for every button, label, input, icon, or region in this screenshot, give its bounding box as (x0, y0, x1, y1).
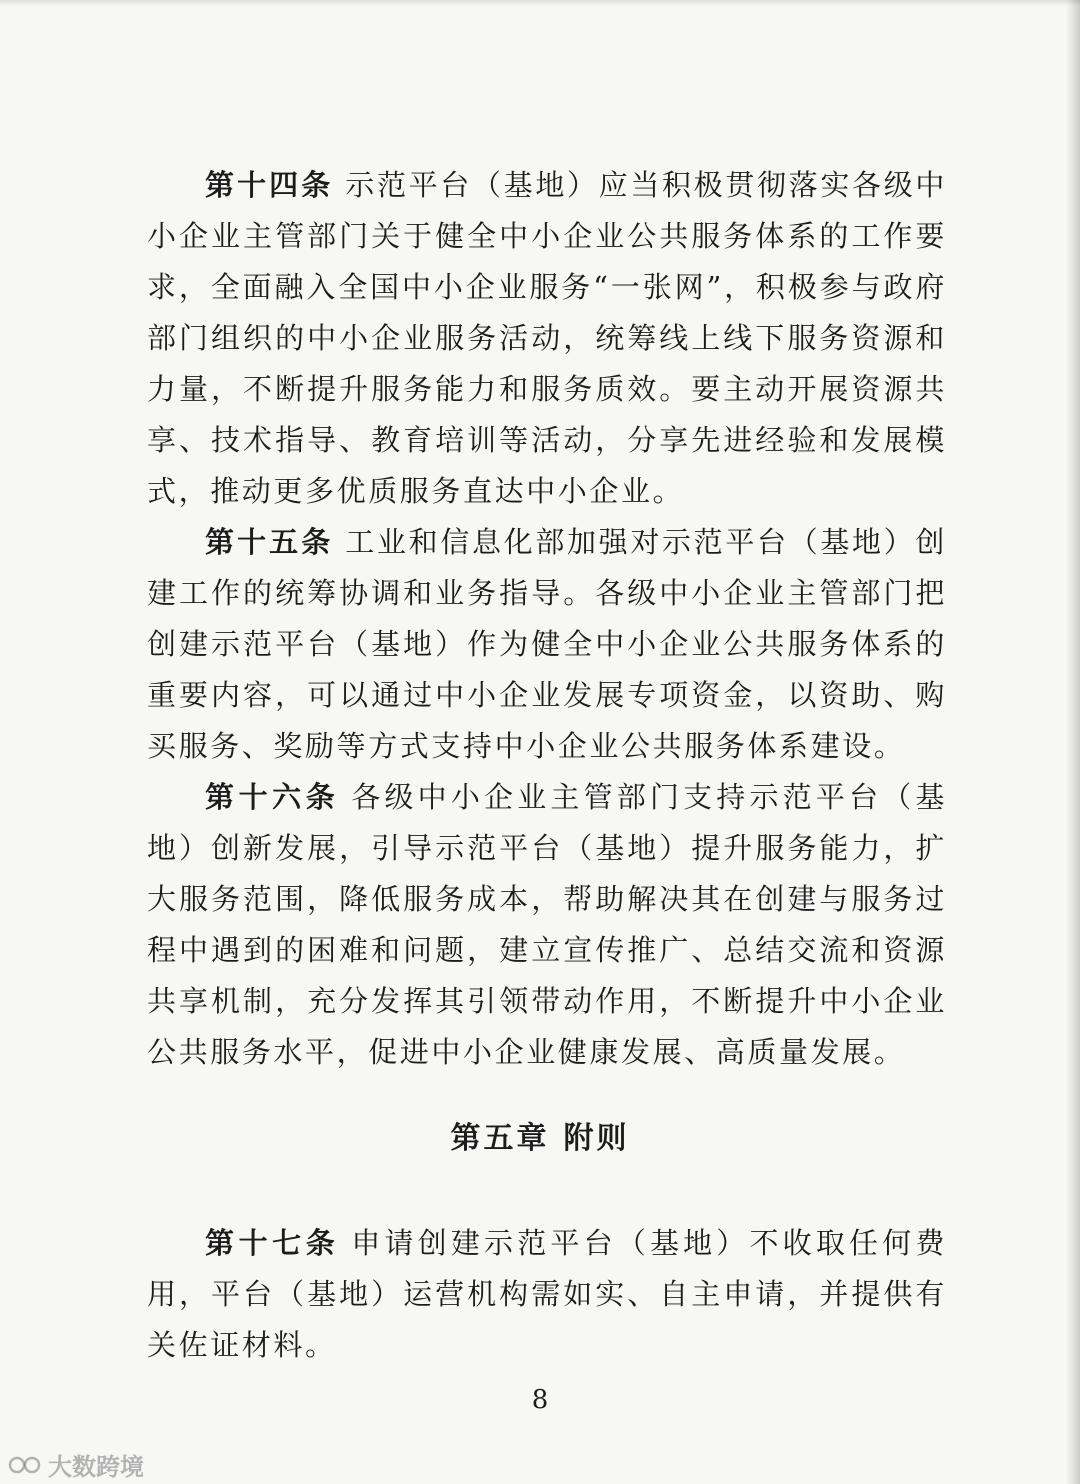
article-label: 第十五条 (205, 525, 334, 559)
page-top-shadow (0, 0, 1080, 6)
article-16 (147, 772, 947, 1078)
article-text: 示范平台（基地）应当积极贯彻落实各级中小企业主管部门关于健全中小企业公共服务体系的工作要求，全面融入全国中小企业服务“一张网”，积极参与政府部门组织的中小企业服务活动，统筹线上线下服务资源和力量，不断提升服务能力和服务质效。要主动开展资源共享、技术指导、教育培训等活动，分享先进经验和发展模式，推动更多优质服务直达中小企业。 (147, 168, 947, 508)
chapter-number: 第五章 (450, 1121, 550, 1156)
article-text: 申请创建示范平台（基地）不收取任何费用，平台（基地）运营机构需如实、自主申请，并提供有关佐证材料。 (147, 1226, 947, 1362)
article-label: 第十七条 (205, 1226, 340, 1260)
article-14 (147, 160, 947, 517)
articles-section (147, 160, 947, 1078)
article-15 (147, 517, 947, 772)
article-text: 工业和信息化部加强对示范平台（基地）创建工作的统筹协调和业务指导。各级中小企业主管部门把创建示范平台（基地）作为健全中小企业公共服务体系的重要内容，可以通过中小企业发展专项资金，以资助、购买服务、奖励等方式支持中小企业公共服务体系建设。 (147, 525, 947, 763)
article-label: 第十六条 (205, 780, 340, 814)
page-edge-shadow (1066, 0, 1080, 1484)
chapter-title: 附则 (563, 1121, 630, 1156)
kol-logo-icon (8, 1451, 42, 1479)
article-label: 第十四条 (205, 168, 334, 202)
chapter-heading (0, 1113, 1080, 1157)
article-17 (147, 1218, 947, 1371)
page-number: 8 (531, 1385, 549, 1415)
article-17-section (147, 1218, 947, 1371)
watermark (8, 1447, 144, 1482)
article-text: 各级中小企业主管部门支持示范平台（基地）创新发展，引导示范平台（基地）提升服务能力，扩大服务范围，降低服务成本，帮助解决其在创建与服务过程中遇到的困难和问题，建立宣传推广、总结交流和资源共享机制，充分发挥其引领带动作用，不断提升中小企业公共服务水平，促进中小企业健康发展、高质量发展。 (147, 780, 947, 1069)
watermark-text: 大数跨境 (48, 1453, 144, 1481)
